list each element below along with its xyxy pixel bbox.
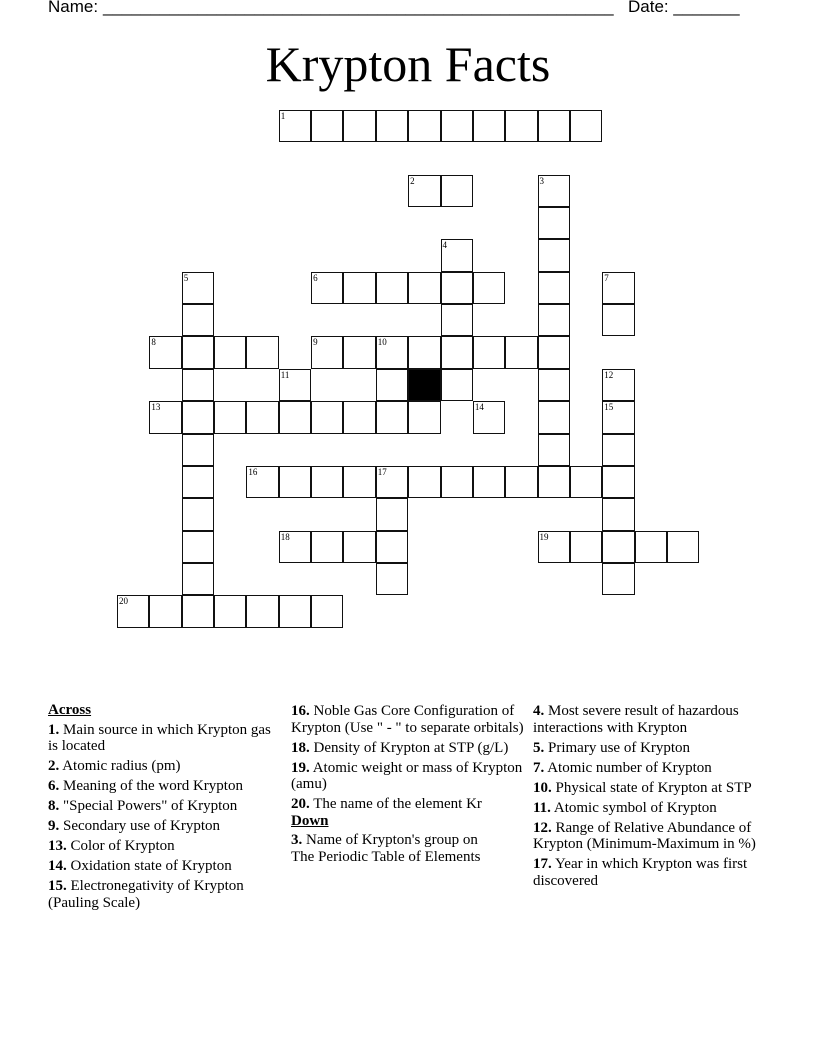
clue-number: 20	[119, 596, 128, 607]
grid-cell[interactable]	[538, 466, 570, 498]
grid-cell[interactable]	[505, 466, 537, 498]
grid-cell[interactable]	[117, 595, 149, 627]
clue-number: 5	[183, 272, 189, 283]
grid-cell[interactable]	[441, 239, 473, 271]
grid-cell[interactable]	[182, 401, 214, 433]
clue-number: 14	[474, 402, 484, 413]
grid-cell[interactable]	[538, 336, 570, 368]
clue-across-18: 18. Density of Krypton at STP (g/L)	[291, 739, 509, 756]
grid-cell[interactable]	[538, 369, 570, 401]
grid-cell[interactable]	[149, 595, 181, 627]
grid-cell[interactable]	[408, 401, 440, 433]
grid-cell[interactable]	[214, 595, 246, 627]
grid-cell[interactable]	[538, 304, 570, 336]
clue-across-15: 15. Electronegativity of Krypton (Pauling Scale)	[48, 878, 244, 911]
grid-cell[interactable]	[311, 466, 343, 498]
grid-cell[interactable]	[343, 272, 375, 304]
clue-down-3: 3. Name of Krypton's group on The Periodic Table of Elements	[291, 832, 481, 865]
grid-cell[interactable]	[214, 401, 246, 433]
grid-cell[interactable]	[473, 110, 505, 142]
grid-cell[interactable]	[602, 563, 634, 595]
clue-number: 9	[313, 337, 318, 348]
grid-cell[interactable]	[214, 336, 246, 368]
grid-cell[interactable]	[441, 369, 473, 401]
down-heading: Down	[291, 812, 329, 829]
grid-cell[interactable]	[473, 401, 505, 433]
grid-cell[interactable]	[473, 466, 505, 498]
black-cell	[408, 369, 440, 401]
grid-cell[interactable]	[376, 466, 408, 498]
grid-cell[interactable]	[182, 595, 214, 627]
grid-cell[interactable]	[279, 110, 311, 142]
grid-cell[interactable]	[182, 434, 214, 466]
name-field[interactable]: ______________________________________________________	[103, 0, 614, 16]
grid-cell[interactable]	[182, 304, 214, 336]
grid-cell[interactable]	[149, 401, 181, 433]
grid-cell[interactable]	[441, 272, 473, 304]
clue-across-6: 6. Meaning of the word Krypton	[48, 778, 243, 794]
clue-number: 4	[442, 240, 447, 251]
grid-cell[interactable]	[311, 110, 343, 142]
clue-number: 13	[151, 402, 161, 413]
grid-cell[interactable]	[343, 336, 375, 368]
grid-cell[interactable]	[246, 336, 278, 368]
grid-cell[interactable]	[441, 466, 473, 498]
grid-cell[interactable]	[343, 401, 375, 433]
grid-cell[interactable]	[279, 531, 311, 563]
clue-across-13: 13. Color of Krypton	[48, 838, 175, 854]
clue-number: 2	[410, 175, 415, 186]
clue-number: 8	[151, 337, 156, 348]
grid-cell[interactable]	[376, 498, 408, 530]
clue-down-4: 4. Most severe result of hazardous interactions with Krypton	[533, 703, 739, 736]
grid-cell[interactable]	[279, 401, 311, 433]
clue-number: 7	[604, 272, 609, 283]
grid-cell[interactable]	[182, 531, 214, 563]
clue-number: 17	[377, 466, 387, 477]
grid-cell[interactable]	[602, 498, 634, 530]
grid-cell[interactable]	[602, 369, 634, 401]
grid-cell[interactable]	[602, 531, 634, 563]
clues-column-3	[533, 703, 773, 893]
grid-cell[interactable]	[473, 272, 505, 304]
grid-cell[interactable]	[376, 369, 408, 401]
clue-number: 11	[280, 369, 290, 380]
grid-cell[interactable]	[570, 110, 602, 142]
clue-number: 19	[539, 531, 549, 542]
grid-cell[interactable]	[182, 369, 214, 401]
grid-cell[interactable]	[441, 110, 473, 142]
grid-cell[interactable]	[441, 304, 473, 336]
grid-cell[interactable]	[343, 110, 375, 142]
grid-cell[interactable]	[473, 336, 505, 368]
grid-cell[interactable]	[538, 239, 570, 271]
date-field[interactable]: Date: _______	[628, 0, 740, 16]
grid-cell[interactable]	[441, 336, 473, 368]
grid-cell[interactable]	[311, 336, 343, 368]
clue-number: 18	[280, 531, 290, 542]
grid-cell[interactable]	[343, 531, 375, 563]
grid-cell[interactable]	[279, 369, 311, 401]
grid-cell[interactable]	[538, 531, 570, 563]
grid-cell[interactable]	[602, 304, 634, 336]
clues-column-2	[291, 703, 531, 869]
grid-cell[interactable]	[538, 175, 570, 207]
grid-cell[interactable]	[408, 175, 440, 207]
grid-cell[interactable]	[246, 401, 278, 433]
grid-cell[interactable]	[311, 595, 343, 627]
clue-across-2: 2. Atomic radius (pm)	[48, 758, 181, 774]
clue-number: 16	[248, 466, 258, 477]
grid-cell[interactable]	[538, 401, 570, 433]
grid-cell[interactable]	[602, 434, 634, 466]
grid-cell[interactable]	[538, 110, 570, 142]
grid-cell[interactable]	[376, 401, 408, 433]
grid-cell[interactable]	[602, 272, 634, 304]
grid-cell[interactable]	[182, 272, 214, 304]
grid-cell[interactable]	[667, 531, 699, 563]
grid-cell[interactable]	[279, 595, 311, 627]
clue-down-7: 7. Atomic number of Krypton	[533, 759, 712, 776]
grid-cell[interactable]	[182, 498, 214, 530]
grid-cell[interactable]	[182, 563, 214, 595]
grid-cell[interactable]	[246, 466, 278, 498]
clue-number: 12	[604, 369, 614, 380]
grid-cell[interactable]	[441, 175, 473, 207]
clue-across-8: 8. "Special Powers" of Krypton	[48, 798, 238, 814]
clue-across-19: 19. Atomic weight or mass of Krypton (amu)	[291, 759, 523, 792]
grid-cell[interactable]	[343, 466, 375, 498]
grid-cell[interactable]	[635, 531, 667, 563]
clue-down-5: 5. Primary use of Krypton	[533, 739, 691, 756]
clue-across-1: 1. Main source in which Krypton gas is located	[48, 721, 271, 754]
grid-cell[interactable]	[149, 336, 181, 368]
grid-cell[interactable]	[408, 336, 440, 368]
clue-across-14: 14. Oxidation state of Krypton	[48, 858, 232, 874]
clue-down-12: 12. Range of Relative Abundance of Krypton (Minimum-Maximum in %)	[533, 819, 756, 852]
grid-cell[interactable]	[570, 531, 602, 563]
clues-column-1	[48, 702, 284, 915]
grid-cell[interactable]	[505, 336, 537, 368]
clue-number: 6	[313, 272, 318, 283]
grid-cell[interactable]	[311, 272, 343, 304]
grid-cell[interactable]	[505, 110, 537, 142]
grid-cell[interactable]	[602, 401, 634, 433]
grid-cell[interactable]	[602, 466, 634, 498]
page-title: Krypton Facts	[265, 36, 551, 92]
grid-cell[interactable]	[408, 110, 440, 142]
grid-cell[interactable]	[182, 336, 214, 368]
grid-cell[interactable]	[538, 207, 570, 239]
grid-cell[interactable]	[376, 110, 408, 142]
clue-across-20: 20. The name of the element Kr	[291, 796, 482, 812]
grid-cell[interactable]	[311, 531, 343, 563]
grid-cell[interactable]	[538, 272, 570, 304]
clue-down-17: 17. Year in which Krypton was first discovered	[533, 856, 748, 889]
grid-cell[interactable]	[311, 401, 343, 433]
grid-cell[interactable]	[376, 531, 408, 563]
name-label: Name:	[48, 0, 99, 16]
clue-across-16: 16. Noble Gas Core Configuration of Krypton (Use " - " to separate orbitals)	[291, 703, 524, 736]
clue-down-11: 11. Atomic symbol of Krypton	[533, 799, 717, 816]
grid-cell[interactable]	[570, 466, 602, 498]
grid-cell[interactable]	[408, 466, 440, 498]
grid-cell[interactable]	[408, 272, 440, 304]
across-heading: Across	[48, 702, 92, 718]
grid-cell[interactable]	[376, 336, 408, 368]
clue-number: 1	[280, 111, 286, 121]
clue-across-9: 9. Secondary use of Krypton	[48, 818, 221, 834]
grid-cell[interactable]	[182, 466, 214, 498]
grid-cell[interactable]	[376, 272, 408, 304]
clue-number: 15	[604, 402, 614, 413]
grid-cell[interactable]	[376, 563, 408, 595]
clue-number: 3	[539, 175, 545, 186]
grid-cell[interactable]	[279, 466, 311, 498]
grid-cell[interactable]	[246, 595, 278, 627]
grid-cell[interactable]	[538, 434, 570, 466]
clue-number: 10	[377, 337, 387, 348]
clue-down-10: 10. Physical state of Krypton at STP	[533, 779, 752, 796]
